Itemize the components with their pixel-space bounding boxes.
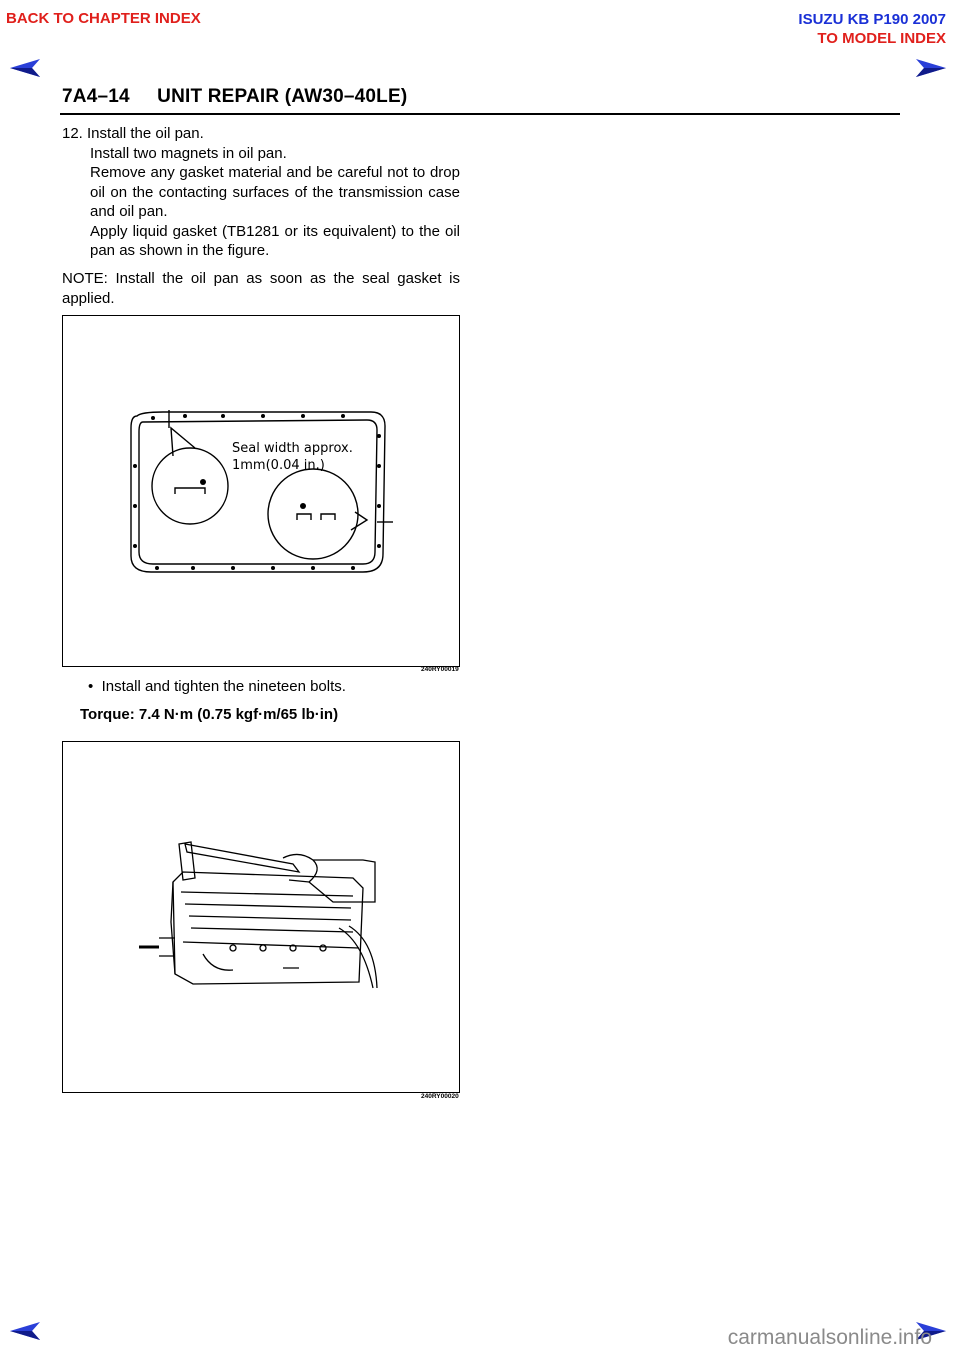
page-title: 7A4–14 UNIT REPAIR (AW30–40LE) xyxy=(62,86,408,107)
header-divider xyxy=(60,113,900,115)
model-nav xyxy=(798,10,946,48)
torque-spec: Torque: 7.4 N·m (0.75 kgf·m/65 lb·in) xyxy=(80,706,339,723)
step-heading: 12. Install the oil pan. xyxy=(62,125,204,142)
seal-width-label: Seal width approx. xyxy=(232,441,353,456)
step-line: Apply liquid gasket (TB1281 or its equivalent) to the oil pan as shown in the figure. xyxy=(90,222,460,259)
bullet-item xyxy=(88,677,468,697)
torque-wrench-illustration xyxy=(63,742,459,1092)
right-arrow-icon[interactable] xyxy=(916,58,946,78)
left-arrow-icon[interactable] xyxy=(10,1321,40,1341)
step-line: Remove any gasket material and be careful not to drop oil on the contacting surfaces of the transmission case and oil pan. xyxy=(90,164,460,220)
bullet-text: Install and tighten the nineteen bolts. xyxy=(101,678,346,695)
seal-width-value: 1mm(0.04 in.) xyxy=(232,458,325,473)
watermark: carmanualsonline.info xyxy=(727,1326,932,1349)
oil-pan-illustration xyxy=(63,316,459,666)
step-line: Install two magnets in oil pan. xyxy=(90,144,287,162)
figure-code: 240RY00019 xyxy=(421,666,459,673)
back-to-chapter-index-link[interactable]: BACK TO CHAPTER INDEX xyxy=(6,10,201,27)
to-model-index-link[interactable]: TO MODEL INDEX xyxy=(817,30,946,47)
transmission-figure xyxy=(62,741,460,1093)
step-12 xyxy=(62,124,460,261)
note: NOTE: Install the oil pan as soon as the seal gasket is applied. xyxy=(62,270,460,307)
bullet-icon: • xyxy=(88,678,102,695)
figure-code: 240RY00020 xyxy=(421,1093,459,1100)
left-arrow-icon[interactable] xyxy=(10,58,40,78)
model-name: ISUZU KB P190 2007 xyxy=(798,11,946,28)
oil-pan-figure xyxy=(62,315,460,667)
